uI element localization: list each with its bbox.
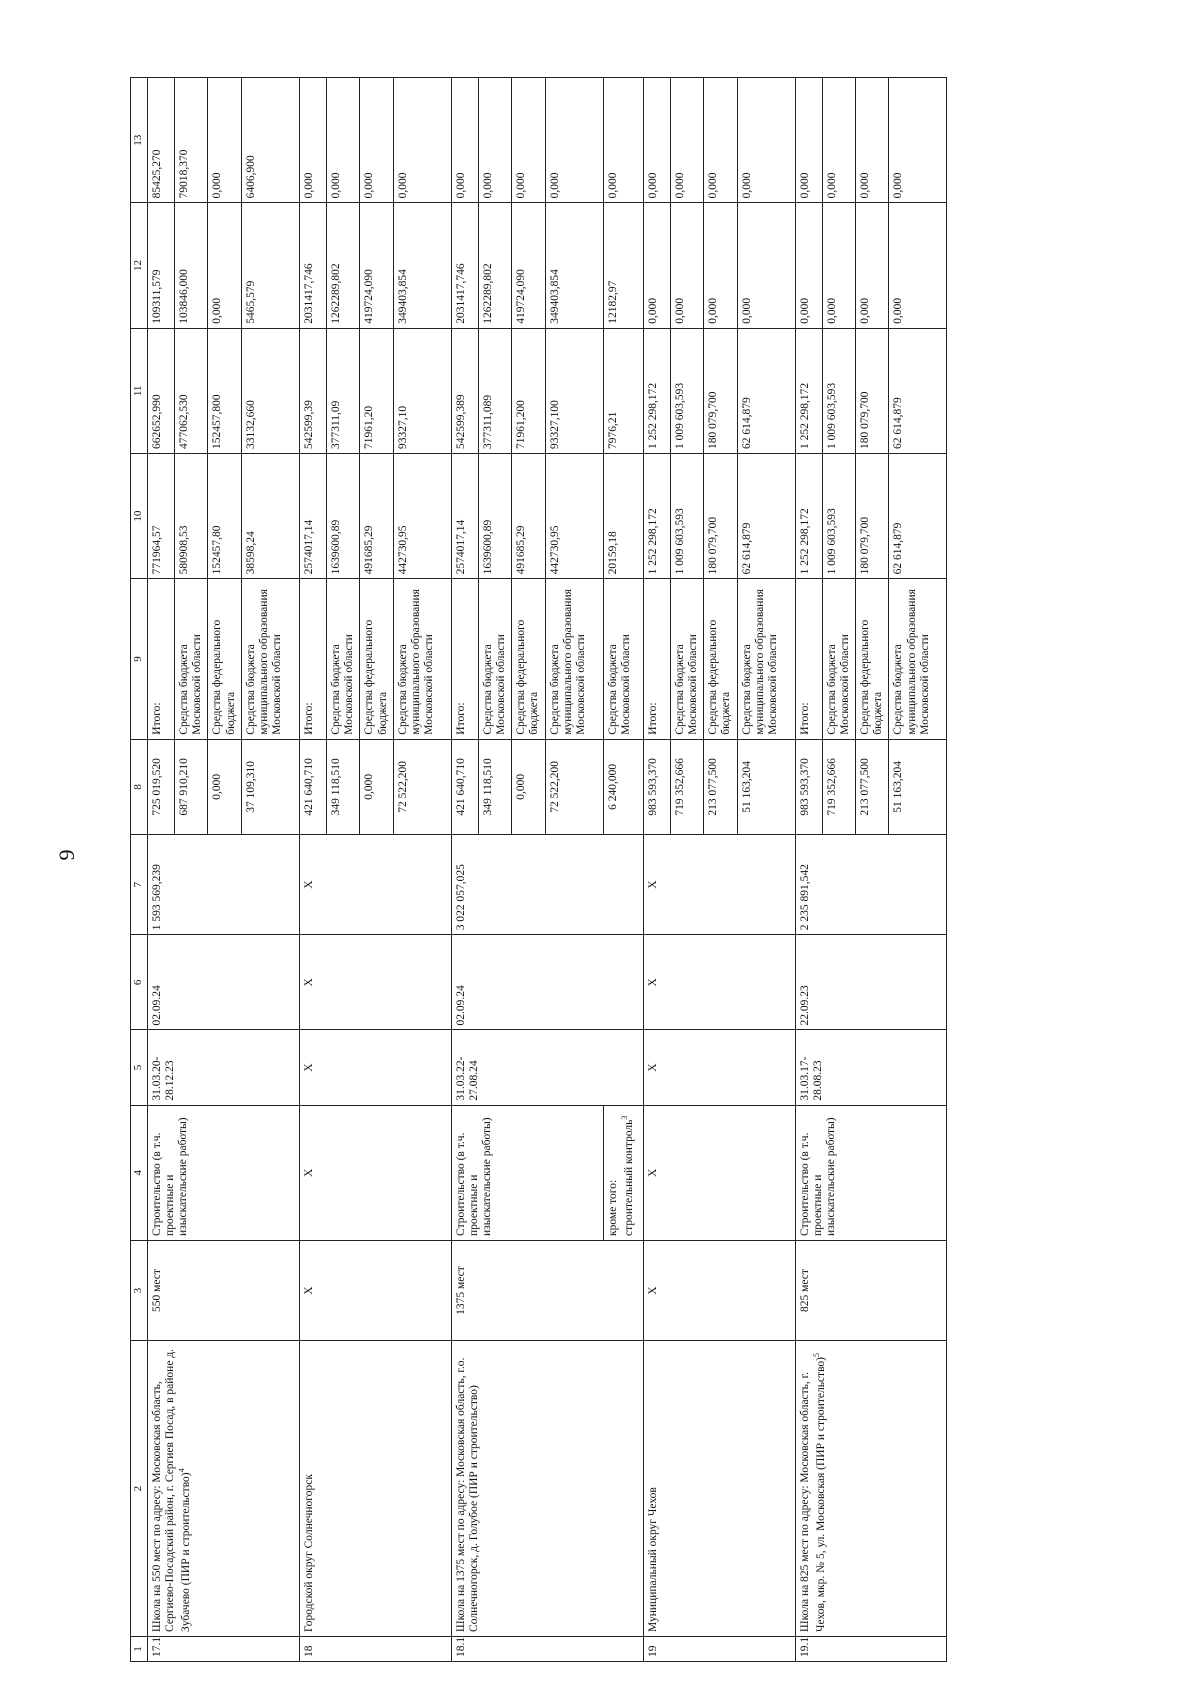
value-col-13: 6406,900 — [241, 78, 299, 203]
object-name-text: Городской округ Солнечногорск — [302, 1474, 315, 1632]
value-col-12: 0,000 — [855, 203, 888, 328]
value-col-10: 771964,57 — [148, 454, 175, 579]
estimated-cost: Х — [299, 834, 451, 934]
capacity: 550 мест — [148, 1240, 300, 1340]
funding-source: Средства бюджета муниципального образования Московской области — [393, 579, 451, 739]
value-col-11: 71961,20 — [360, 328, 393, 453]
value-col-12: 349403,854 — [393, 203, 451, 328]
value-col-10: 442730,95 — [393, 454, 451, 579]
column-number: 2 — [131, 1341, 148, 1637]
value-col-10: 180 079,700 — [704, 454, 737, 579]
funding-amount: 0,000 — [512, 739, 545, 834]
value-col-12: 103846,000 — [175, 203, 208, 328]
rotated-table-container — [130, 77, 1152, 1662]
value-col-10: 38598,24 — [241, 454, 299, 579]
work-type: Строительство (в т.ч. проектные и изыскательские работы) — [148, 1105, 300, 1240]
value-col-13: 0,000 — [795, 78, 822, 203]
work-type-extra — [603, 1105, 643, 1240]
value-col-10: 491685,29 — [360, 454, 393, 579]
value-col-12: 1262289,802 — [478, 203, 511, 328]
period: 31.03.20-28.12.23 — [148, 1030, 300, 1105]
funding-source: Итого: — [299, 579, 326, 739]
value-col-11: 152457,800 — [208, 328, 241, 453]
value-col-13: 0,000 — [603, 78, 643, 203]
value-col-11: 377311,09 — [326, 328, 359, 453]
funding-amount: 72 522,200 — [393, 739, 451, 834]
column-number: 13 — [131, 78, 148, 203]
completion-date: 22.09.23 — [795, 935, 947, 1030]
value-col-12: 5465,579 — [241, 203, 299, 328]
row-number: 18 — [299, 1636, 451, 1661]
value-col-11: 7976,21 — [603, 328, 643, 453]
column-number-row — [131, 78, 148, 1662]
footnote-mark: 5 — [811, 1353, 821, 1357]
value-col-13: 85425,270 — [148, 78, 175, 203]
capacity: 825 мест — [795, 1240, 947, 1340]
funding-source: Средства бюджета муниципального образования Московской области — [737, 579, 795, 739]
funding-amount: 37 109,310 — [241, 739, 299, 834]
capacity: Х — [299, 1240, 451, 1340]
table-row — [451, 78, 478, 1662]
column-number: 3 — [131, 1240, 148, 1340]
table-row — [299, 78, 326, 1662]
completion-date: 02.09.24 — [451, 935, 643, 1030]
capacity: 1375 мест — [451, 1240, 643, 1340]
funding-source: Средства бюджета муниципального образования Московской области — [545, 579, 603, 739]
funding-source: Итого: — [148, 579, 175, 739]
value-col-13: 0,000 — [737, 78, 795, 203]
financing-table — [130, 77, 947, 1662]
page-number: 9 — [54, 849, 79, 861]
period: Х — [299, 1030, 451, 1105]
funding-source: Средства бюджета Московской области — [326, 579, 359, 739]
value-col-11: 1 009 603,593 — [822, 328, 855, 453]
funding-amount: 349 118,510 — [326, 739, 359, 834]
period: 31.03.22-27.08.24 — [451, 1030, 643, 1105]
value-col-13: 0,000 — [704, 78, 737, 203]
value-col-11: 1 252 298,172 — [643, 328, 670, 453]
object-name — [451, 1341, 643, 1637]
value-col-10: 580908,53 — [175, 454, 208, 579]
value-col-13: 0,000 — [299, 78, 326, 203]
funding-source: Средства бюджета Московской области — [603, 579, 643, 739]
value-col-10: 62 614,879 — [737, 454, 795, 579]
value-col-10: 1639600,89 — [326, 454, 359, 579]
value-col-12: 349403,854 — [545, 203, 603, 328]
value-col-11: 477062,530 — [175, 328, 208, 453]
funding-source: Средства федерального бюджета — [512, 579, 545, 739]
completion-date: Х — [299, 935, 451, 1030]
funding-source: Средства бюджета Московской области — [822, 579, 855, 739]
capacity: Х — [643, 1240, 795, 1340]
value-col-13: 0,000 — [545, 78, 603, 203]
value-col-12: 2031417,746 — [299, 203, 326, 328]
funding-amount: 72 522,200 — [545, 739, 603, 834]
funding-source: Средства бюджета муниципального образования Московской области — [889, 579, 947, 739]
estimated-cost: 2 235 891,542 — [795, 834, 947, 934]
work-type: Х — [299, 1105, 451, 1240]
work-type: Х — [643, 1105, 795, 1240]
value-col-11: 542599,389 — [451, 328, 478, 453]
funding-source: Средства бюджета Московской области — [175, 579, 208, 739]
value-col-12: 0,000 — [737, 203, 795, 328]
value-col-12: 0,000 — [889, 203, 947, 328]
funding-amount: 421 640,710 — [451, 739, 478, 834]
funding-amount: 213 077,500 — [704, 739, 737, 834]
funding-amount: 0,000 — [208, 739, 241, 834]
estimated-cost: 3 022 057,025 — [451, 834, 643, 934]
work-type: Строительство (в т.ч. проектные и изыскательские работы) — [795, 1105, 947, 1240]
funding-amount: 6 240,000 — [603, 739, 643, 834]
funding-amount: 719 352,666 — [670, 739, 703, 834]
period: 31.03.17-28.08.23 — [795, 1030, 947, 1105]
value-col-13: 0,000 — [643, 78, 670, 203]
funding-amount: 421 640,710 — [299, 739, 326, 834]
value-col-11: 180 079,700 — [704, 328, 737, 453]
funding-source: Средства федерального бюджета — [360, 579, 393, 739]
value-col-12: 12182,97 — [603, 203, 643, 328]
value-col-13: 0,000 — [512, 78, 545, 203]
value-col-11: 377311,089 — [478, 328, 511, 453]
value-col-10: 1 252 298,172 — [643, 454, 670, 579]
funding-source: Средства федерального бюджета — [704, 579, 737, 739]
column-number: 10 — [131, 454, 148, 579]
object-name — [643, 1341, 795, 1637]
table-row — [643, 78, 670, 1662]
funding-amount: 725 019,520 — [148, 739, 175, 834]
funding-amount: 51 163,204 — [889, 739, 947, 834]
funding-source: Средства федерального бюджета — [855, 579, 888, 739]
funding-source: Средства бюджета муниципального образования Московской области — [241, 579, 299, 739]
value-col-11: 93327,100 — [545, 328, 603, 453]
table-body — [148, 78, 947, 1662]
value-col-11: 62 614,879 — [737, 328, 795, 453]
value-col-11: 71961,200 — [512, 328, 545, 453]
value-col-12: 0,000 — [795, 203, 822, 328]
column-number: 4 — [131, 1105, 148, 1240]
object-name — [795, 1341, 947, 1637]
column-number: 9 — [131, 579, 148, 739]
row-number: 19.1 — [795, 1636, 947, 1661]
value-col-12: 419724,090 — [512, 203, 545, 328]
value-col-13: 0,000 — [822, 78, 855, 203]
funding-amount: 0,000 — [360, 739, 393, 834]
value-col-10: 152457,80 — [208, 454, 241, 579]
value-col-12: 0,000 — [704, 203, 737, 328]
value-col-12: 0,000 — [670, 203, 703, 328]
funding-amount: 349 118,510 — [478, 739, 511, 834]
value-col-11: 662652,990 — [148, 328, 175, 453]
column-number: 8 — [131, 739, 148, 834]
value-col-10: 2574017,14 — [451, 454, 478, 579]
funding-source: Итого: — [795, 579, 822, 739]
funding-source: Итого: — [451, 579, 478, 739]
column-number: 12 — [131, 203, 148, 328]
value-col-13: 0,000 — [451, 78, 478, 203]
value-col-10: 1 252 298,172 — [795, 454, 822, 579]
value-col-11: 62 614,879 — [889, 328, 947, 453]
column-number: 5 — [131, 1030, 148, 1105]
value-col-12: 2031417,746 — [451, 203, 478, 328]
value-col-10: 1 009 603,593 — [822, 454, 855, 579]
row-number: 19 — [643, 1636, 795, 1661]
value-col-11: 33132,660 — [241, 328, 299, 453]
funding-amount: 51 163,204 — [737, 739, 795, 834]
work-type: Строительство (в т.ч. проектные и изыскательские работы) — [451, 1105, 603, 1240]
funding-source: Средства федерального бюджета — [208, 579, 241, 739]
table-row — [795, 78, 822, 1662]
value-col-13: 0,000 — [855, 78, 888, 203]
funding-source: Средства бюджета Московской области — [478, 579, 511, 739]
value-col-10: 62 614,879 — [889, 454, 947, 579]
value-col-13: 0,000 — [670, 78, 703, 203]
column-number: 1 — [131, 1636, 148, 1661]
value-col-11: 542599,39 — [299, 328, 326, 453]
value-col-13: 79018,370 — [175, 78, 208, 203]
object-name-text: Школа на 825 мест по адресу: Московская область, г. Чехов, мкр. № 5, ул. Московская (ПИР и строительство) — [798, 1357, 827, 1632]
funding-amount: 687 910,210 — [175, 739, 208, 834]
value-col-10: 1639600,89 — [478, 454, 511, 579]
object-name-text: Школа на 550 мест по адресу: Московская область, Сергиево-Посадский район, г. Сергиев Посад, в районе д. Зубачево (ПИР и строительство) — [151, 1348, 193, 1632]
value-col-12: 0,000 — [208, 203, 241, 328]
footnote-mark: 4 — [177, 1468, 187, 1473]
funding-amount: 213 077,500 — [855, 739, 888, 834]
value-col-13: 0,000 — [393, 78, 451, 203]
value-col-12: 109311,579 — [148, 203, 175, 328]
column-number: 11 — [131, 328, 148, 453]
value-col-10: 2574017,14 — [299, 454, 326, 579]
column-number: 7 — [131, 834, 148, 934]
value-col-10: 442730,95 — [545, 454, 603, 579]
object-name-text: Школа на 1375 мест по адресу: Московская область, г.о. Солнечногорск, д. Голубое (ПИР и строительство) — [454, 1357, 480, 1632]
object-name — [148, 1341, 300, 1637]
value-col-13: 0,000 — [478, 78, 511, 203]
estimated-cost: 1 593 569,239 — [148, 834, 300, 934]
table-row — [148, 78, 175, 1662]
work-type-extra-text: кроме того: строительный контроль — [606, 1119, 635, 1236]
footnote-mark: 3 — [619, 1115, 629, 1120]
value-col-12: 0,000 — [643, 203, 670, 328]
completion-date: 02.09.24 — [148, 935, 300, 1030]
value-col-11: 93327,10 — [393, 328, 451, 453]
funding-amount: 983 593,370 — [643, 739, 670, 834]
value-col-13: 0,000 — [889, 78, 947, 203]
object-name-text: Муниципальный округ Чехов — [646, 1487, 659, 1632]
column-number: 6 — [131, 935, 148, 1030]
value-col-12: 0,000 — [822, 203, 855, 328]
value-col-12: 1262289,802 — [326, 203, 359, 328]
value-col-10: 20159,18 — [603, 454, 643, 579]
value-col-13: 0,000 — [208, 78, 241, 203]
value-col-11: 1 009 603,593 — [670, 328, 703, 453]
value-col-13: 0,000 — [326, 78, 359, 203]
value-col-10: 1 009 603,593 — [670, 454, 703, 579]
funding-source: Средства бюджета Московской области — [670, 579, 703, 739]
row-number: 18.1 — [451, 1636, 643, 1661]
object-name — [299, 1341, 451, 1637]
value-col-13: 0,000 — [360, 78, 393, 203]
row-number: 17.1 — [148, 1636, 300, 1661]
completion-date: Х — [643, 935, 795, 1030]
estimated-cost: Х — [643, 834, 795, 934]
funding-source: Итого: — [643, 579, 670, 739]
value-col-11: 1 252 298,172 — [795, 328, 822, 453]
value-col-10: 491685,29 — [512, 454, 545, 579]
value-col-11: 180 079,700 — [855, 328, 888, 453]
funding-amount: 983 593,370 — [795, 739, 822, 834]
value-col-10: 180 079,700 — [855, 454, 888, 579]
funding-amount: 719 352,666 — [822, 739, 855, 834]
period: Х — [643, 1030, 795, 1105]
value-col-12: 419724,090 — [360, 203, 393, 328]
